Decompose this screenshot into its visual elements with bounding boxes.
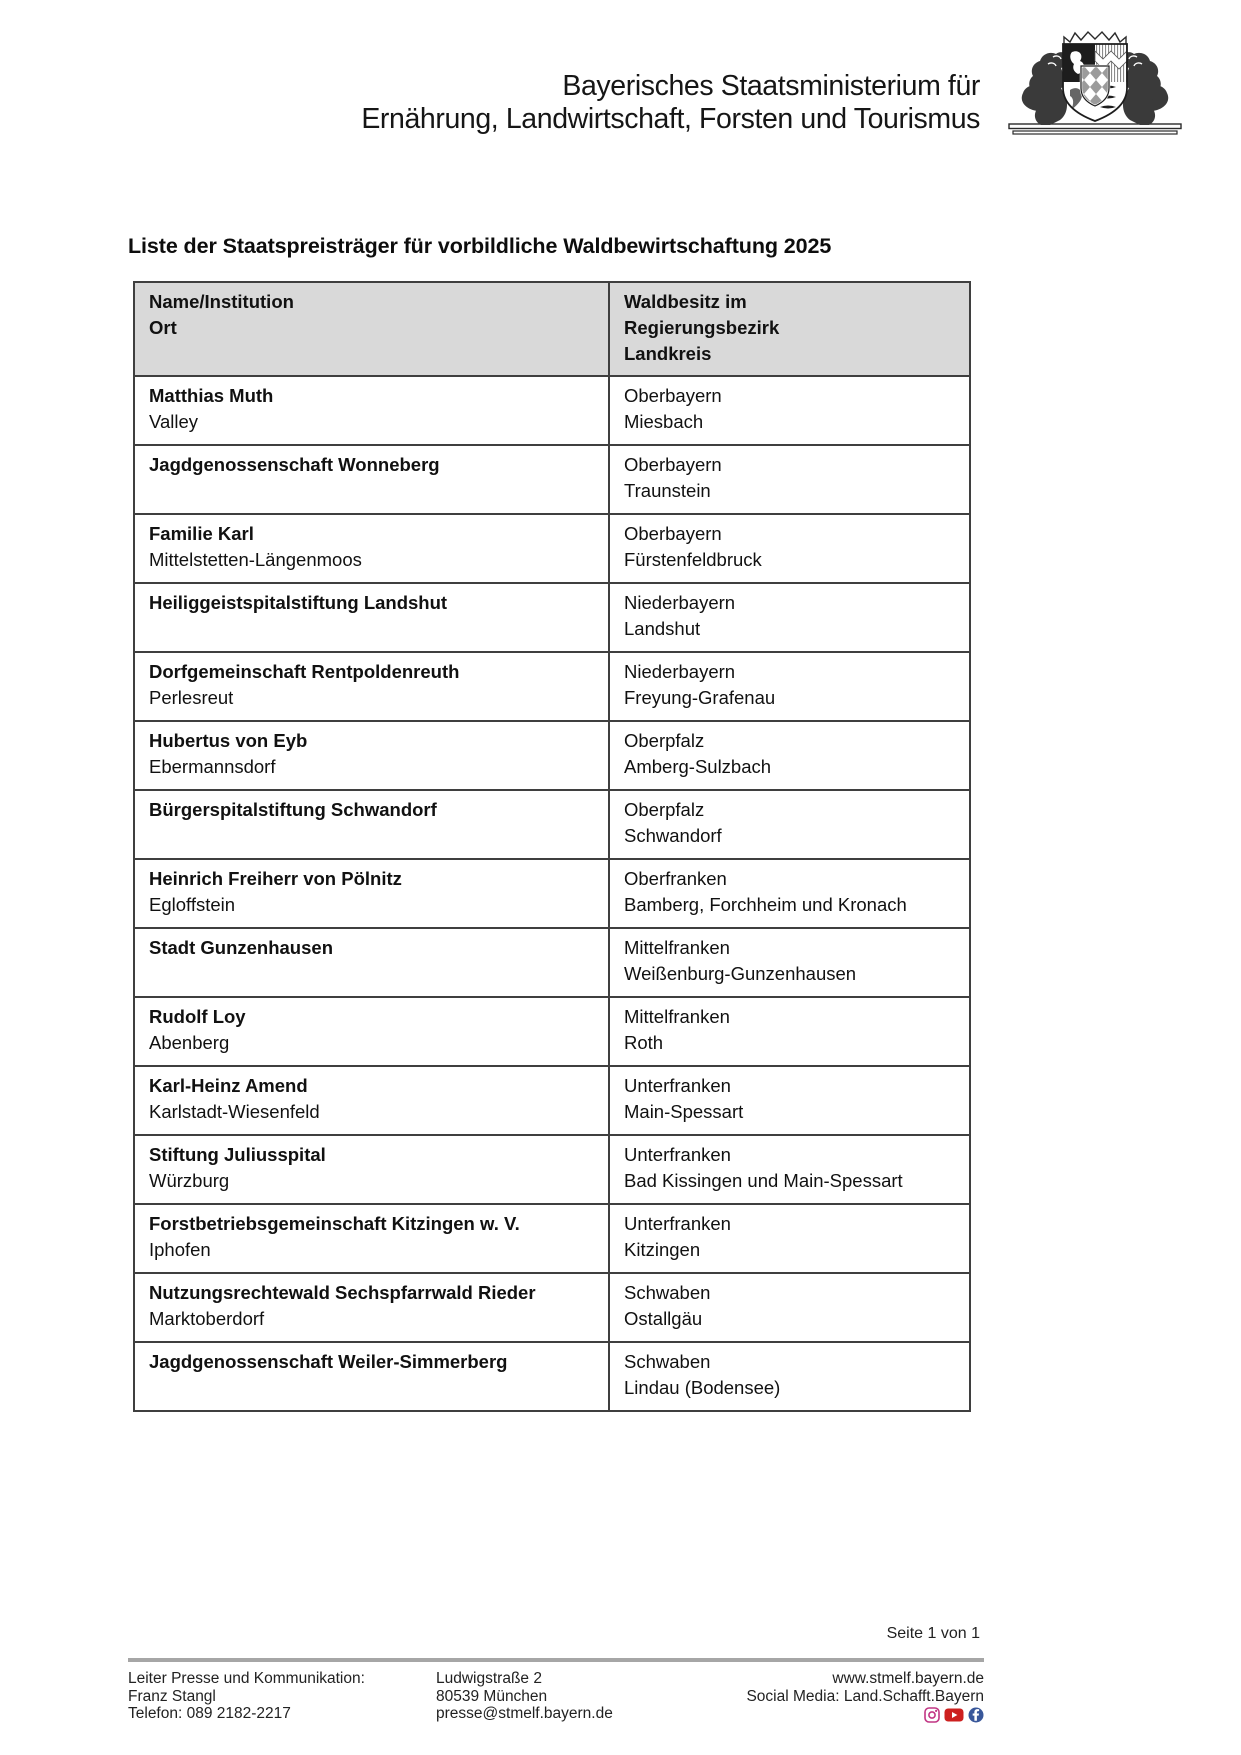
region-cell (609, 859, 970, 928)
winner-ort: Valley (149, 411, 199, 432)
landkreis: Lindau (Bodensee) (624, 1377, 781, 1398)
table-row (134, 928, 970, 997)
header-name-institution (134, 282, 609, 376)
winner-name: Heiliggeistspitalstiftung Landshut (149, 592, 448, 613)
name-cell (134, 997, 609, 1066)
footer-contact-phone: Telefon: 089 2182-2217 (128, 1705, 291, 1722)
regierungsbezirk: Niederbayern (624, 592, 736, 613)
ministry-letterhead (0, 70, 980, 136)
winner-name: Familie Karl (149, 523, 254, 544)
footer-website-link[interactable]: www.stmelf.bayern.de (832, 1670, 984, 1687)
table-row (134, 997, 970, 1066)
winner-name: Nutzungsrechtewald Sechspfarrwald Rieder (149, 1282, 536, 1303)
winner-ort: Perlesreut (149, 687, 234, 708)
regierungsbezirk: Unterfranken (624, 1075, 731, 1096)
landkreis: Fürstenfeldbruck (624, 549, 762, 570)
winner-name: Rudolf Loy (149, 1006, 246, 1027)
regierungsbezirk: Oberbayern (624, 385, 722, 406)
header-region-line3: Landkreis (624, 343, 712, 364)
footer-contact-block (128, 1670, 365, 1723)
regierungsbezirk: Oberbayern (624, 454, 722, 475)
regierungsbezirk: Oberfranken (624, 868, 727, 889)
regierungsbezirk: Oberpfalz (624, 730, 705, 751)
landkreis: Bad Kissingen und Main-Spessart (624, 1170, 903, 1191)
page-indicator: Seite 1 von 1 (886, 1625, 980, 1642)
winner-ort: Marktoberdorf (149, 1308, 265, 1329)
region-cell (609, 1204, 970, 1273)
footer-email-link[interactable]: presse@stmelf.bayern.de (436, 1705, 613, 1722)
winner-ort: Würzburg (149, 1170, 230, 1191)
winner-ort: Egloffstein (149, 894, 236, 915)
footer-divider (128, 1658, 984, 1662)
table-row (134, 376, 970, 445)
winner-name: Stadt Gunzenhausen (149, 937, 333, 958)
name-cell (134, 1204, 609, 1273)
facebook-icon[interactable] (968, 1707, 984, 1723)
winner-ort: Iphofen (149, 1239, 211, 1260)
region-cell (609, 514, 970, 583)
regierungsbezirk: Unterfranken (624, 1213, 731, 1234)
landkreis: Miesbach (624, 411, 704, 432)
footer-address-block (436, 1670, 613, 1723)
coat-of-arms-icon (1006, 24, 1184, 142)
winner-name: Hubertus von Eyb (149, 730, 308, 751)
name-cell (134, 1273, 609, 1342)
table-body (134, 376, 970, 1411)
region-cell (609, 928, 970, 997)
table-row (134, 721, 970, 790)
landkreis: Bamberg, Forchheim und Kronach (624, 894, 907, 915)
region-cell (609, 721, 970, 790)
name-cell (134, 445, 609, 514)
header-name-line1: Name/Institution (149, 291, 294, 312)
landkreis: Landshut (624, 618, 701, 639)
region-cell (609, 376, 970, 445)
footer-social-icons (746, 1707, 984, 1723)
landkreis: Roth (624, 1032, 664, 1053)
winner-name: Forstbetriebsgemeinschaft Kitzingen w. V. (149, 1213, 520, 1234)
name-cell (134, 928, 609, 997)
name-cell (134, 514, 609, 583)
landkreis: Schwandorf (624, 825, 722, 846)
regierungsbezirk: Unterfranken (624, 1144, 731, 1165)
name-cell (134, 721, 609, 790)
table-row (134, 514, 970, 583)
regierungsbezirk: Schwaben (624, 1282, 711, 1303)
table-header-row (134, 282, 970, 376)
header-waldbesitz (609, 282, 970, 376)
bavarian-coat-of-arms-logo (1006, 24, 1184, 147)
regierungsbezirk: Oberpfalz (624, 799, 705, 820)
name-cell (134, 859, 609, 928)
region-cell (609, 652, 970, 721)
landkreis: Weißenburg-Gunzenhausen (624, 963, 857, 984)
landkreis: Kitzingen (624, 1239, 701, 1260)
region-cell (609, 1135, 970, 1204)
table-row (134, 859, 970, 928)
landkreis: Ostallgäu (624, 1308, 703, 1329)
footer-street: Ludwigstraße 2 (436, 1670, 542, 1687)
table-row (134, 1135, 970, 1204)
landkreis: Amberg-Sulzbach (624, 756, 772, 777)
table-row (134, 790, 970, 859)
table-row (134, 1204, 970, 1273)
regierungsbezirk: Schwaben (624, 1351, 711, 1372)
table-row (134, 1342, 970, 1411)
name-cell (134, 583, 609, 652)
footer-contact-name: Franz Stangl (128, 1687, 216, 1705)
region-cell (609, 1342, 970, 1411)
landkreis: Freyung-Grafenau (624, 687, 776, 708)
page-title: Liste der Staatspreisträger für vorbildliche Waldbewirtschaftung 2025 (128, 234, 832, 258)
regierungsbezirk: Mittelfranken (624, 1006, 730, 1027)
winner-name: Jagdgenossenschaft Weiler-Simmerberg (149, 1351, 508, 1372)
winner-name: Bürgerspitalstiftung Schwandorf (149, 799, 437, 820)
winners-table (133, 281, 971, 1412)
region-cell (609, 1273, 970, 1342)
region-cell (609, 1066, 970, 1135)
footer-contact-role: Leiter Presse und Kommunikation: (128, 1670, 365, 1687)
name-cell (134, 1135, 609, 1204)
instagram-icon[interactable] (924, 1707, 940, 1723)
winner-name: Karl-Heinz Amend (149, 1075, 308, 1096)
table-row (134, 445, 970, 514)
region-cell (609, 583, 970, 652)
region-cell (609, 997, 970, 1066)
name-cell (134, 376, 609, 445)
name-cell (134, 652, 609, 721)
winner-ort: Mittelstetten-Längenmoos (149, 549, 362, 570)
footer-city: 80539 München (436, 1687, 548, 1705)
winner-name: Stiftung Juliusspital (149, 1144, 326, 1165)
winner-name: Heinrich Freiherr von Pölnitz (149, 868, 402, 889)
table-row (134, 1066, 970, 1135)
landkreis: Main-Spessart (624, 1101, 744, 1122)
landkreis: Traunstein (624, 480, 711, 501)
region-cell (609, 445, 970, 514)
name-cell (134, 1066, 609, 1135)
regierungsbezirk: Niederbayern (624, 661, 736, 682)
table-row (134, 583, 970, 652)
footer-web-block (746, 1670, 984, 1723)
youtube-icon[interactable] (944, 1707, 964, 1723)
regierungsbezirk: Mittelfranken (624, 937, 730, 958)
name-cell (134, 790, 609, 859)
table-row (134, 652, 970, 721)
footer-social-media-label: Social Media: Land.Schafft.Bayern (746, 1687, 984, 1705)
table-row (134, 1273, 970, 1342)
ministry-name-line2: Ernährung, Landwirtschaft, Forsten und Tourismus (361, 103, 980, 135)
header-region-line1: Waldbesitz im (624, 291, 747, 312)
regierungsbezirk: Oberbayern (624, 523, 722, 544)
name-cell (134, 1342, 609, 1411)
winner-ort: Karlstadt-Wiesenfeld (149, 1101, 320, 1122)
winner-name: Jagdgenossenschaft Wonneberg (149, 454, 440, 475)
winner-name: Dorfgemeinschaft Rentpoldenreuth (149, 661, 460, 682)
region-cell (609, 790, 970, 859)
winner-ort: Ebermannsdorf (149, 756, 276, 777)
header-name-line2: Ort (149, 317, 177, 338)
winner-name: Matthias Muth (149, 385, 274, 406)
winner-ort: Abenberg (149, 1032, 230, 1053)
ministry-name-line1: Bayerisches Staatsministerium für (562, 70, 980, 102)
header-region-line2: Regierungsbezirk (624, 317, 780, 338)
winners-table-wrapper (133, 281, 969, 1412)
